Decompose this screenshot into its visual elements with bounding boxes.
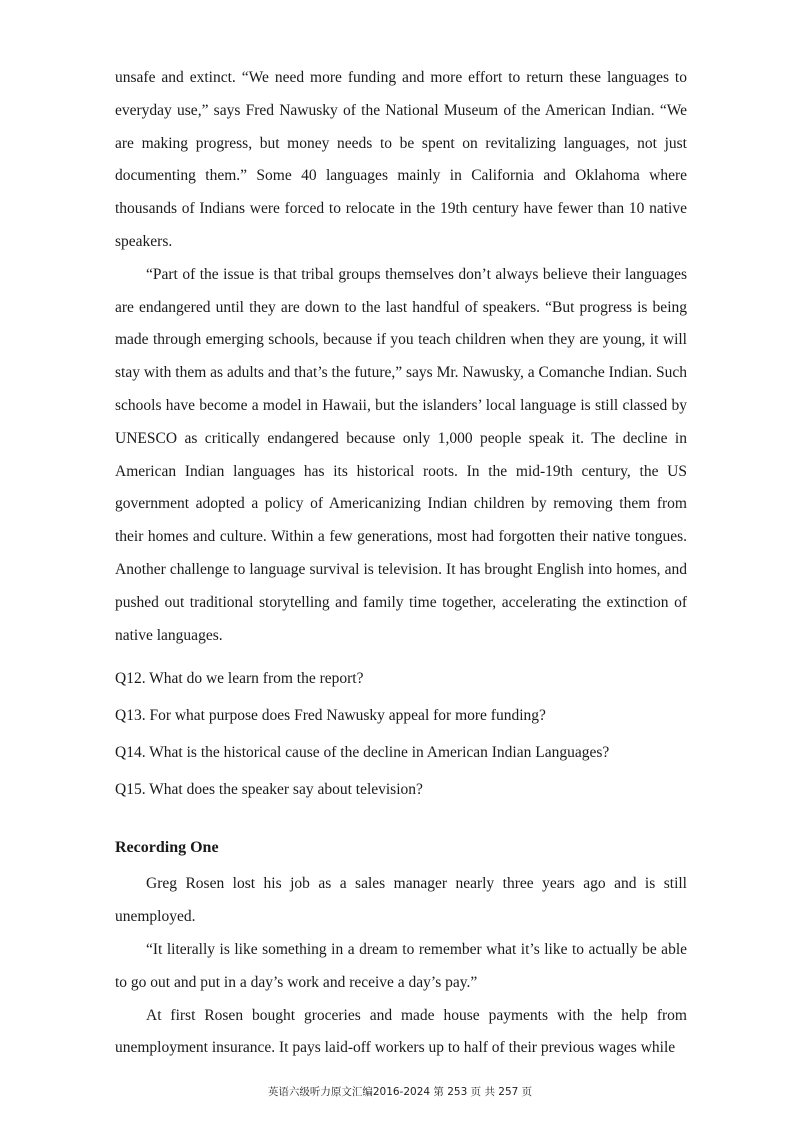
- question-q14: Q14. What is the historical cause of the decline in American Indian Languages?: [115, 744, 610, 762]
- question-q12: Q12. What do we learn from the report?: [115, 670, 364, 688]
- recording-paragraph: “It literally is like something in a dream to remember what it’s like to actually be able to go out and put in a day’s work and receive a day’s pay.”: [115, 940, 687, 991]
- recording-paragraph: Greg Rosen lost his job as a sales manager nearly three years ago and is still unemployed.: [115, 875, 687, 926]
- document-body: [115, 62, 687, 1065]
- recording-paragraph: At first Rosen bought groceries and made house payments with the help from unemployment insurance. It pays laid-off workers up to half of their previous wages while: [115, 1006, 687, 1057]
- question-q15: Q15. What does the speaker say about television?: [115, 781, 423, 799]
- question-q13: Q13. For what purpose does Fred Nawusky appeal for more funding?: [115, 707, 546, 725]
- section-heading: Recording One: [115, 839, 219, 857]
- page-footer: 英语六级听力原文汇编2016-2024 第 253 页 共 257 页: [267, 1086, 533, 1098]
- paragraph-nawusky: “Part of the issue is that tribal groups themselves don’t always believe their languages are endangered until they are down to the last handful of speakers. “But progress is being made through emerging schools, because if you teach children when they are young, it will stay with them as adults and that’s the future,” says Mr. Nawusky, a Comanche Indian. Such schools have become a model in Hawaii, but the islanders’ local language is still classed by UNESCO as critically endangered because only 1,000 people speak it. The decline in American Indian languages has its historical roots. In the mid-19th century, the US government adopted a policy of Americanizing Indian children by removing them from their homes and culture. Within a few generations, most had forgotten their native tongues. Another challenge to language survival is television. It has brought English into homes, and pushed out traditional storytelling and family time together, accelerating the extinction of native languages.: [115, 265, 687, 644]
- question-list: [115, 660, 687, 808]
- paragraph-continuation: unsafe and extinct. “We need more funding and more effort to return these languages to everyday use,” says Fred Nawusky of the National Museum of the American Indian. “We are making progress, but money needs to be spent on revitalizing languages, not just documenting them.” Some 40 languages mainly in California and Oklahoma where thousands of Indians were forced to relocate in the 19th century have fewer than 10 native speakers.: [115, 69, 687, 250]
